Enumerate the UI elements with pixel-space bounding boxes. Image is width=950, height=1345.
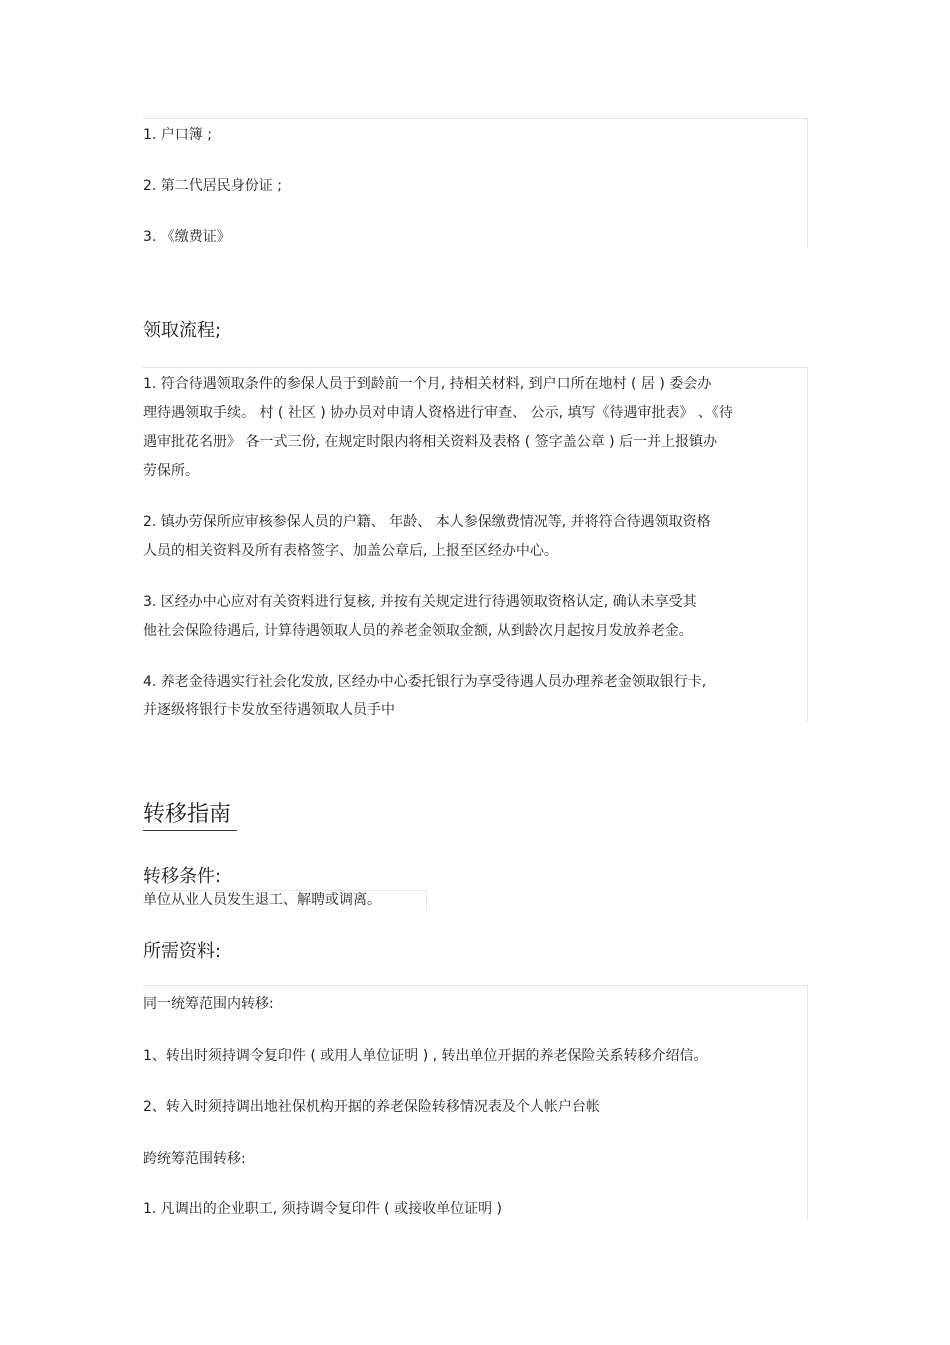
docs-line-5: 1. 凡调出的企业职工, 须持调令复印件 ( 或接收单位证明 ) — [143, 1201, 502, 1217]
docs-line-2: 1、转出时须持调令复印件 ( 或用人单位证明 ) , 转出单位开据的养老保险关系转移介绍信。 — [143, 1048, 708, 1064]
process-line-8: 他社会保险待遇后, 计算待遇领取人员的养老金领取金额, 从到龄次月起按月发放养老金。 — [143, 623, 693, 639]
process-line-3: 遇审批花名册》 各一式三份, 在规定时限内将相关资料及表格 ( 签字盖公章 ) 后一并上报镇办 — [143, 434, 718, 450]
process-heading: 领取流程; — [143, 320, 222, 341]
transfer-condition-text: 单位从业人员发生退工、解聘或调离。 — [143, 892, 381, 908]
materials-item-2: 2. 第二代居民身份证 ; — [143, 178, 282, 194]
docs-line-3: 2、转入时须持调出地社保机构开据的养老保险转移情况表及个人帐户台帐 — [143, 1099, 600, 1115]
transfer-condition-heading: 转移条件: — [143, 866, 222, 887]
materials-item-3: 3. 《缴费证》 — [143, 229, 231, 245]
docs-line-1: 同一统筹范围内转移: — [143, 996, 274, 1012]
docs-box — [143, 985, 808, 1219]
docs-line-4: 跨统筹范围转移: — [143, 1151, 246, 1167]
transfer-guide-title-text: 转移指南 — [143, 802, 232, 827]
materials-box — [143, 118, 808, 248]
process-line-6: 人员的相关资料及所有表格签字、加盖公章后, 上报至区经办中心。 — [143, 543, 558, 559]
required-docs-heading: 所需资料: — [143, 941, 222, 962]
process-box — [143, 367, 808, 721]
process-line-4: 劳保所。 — [143, 463, 199, 479]
title-underline — [143, 830, 237, 831]
process-line-10: 并逐级将银行卡发放至待遇领取人员手中 — [143, 702, 395, 718]
process-line-5: 2. 镇办劳保所应审核参保人员的户籍、 年龄、 本人参保缴费情况等, 并将符合待遇领取资格 — [143, 514, 711, 530]
transfer-condition-box — [143, 890, 427, 911]
process-line-7: 3. 区经办中心应对有关资料进行复核, 并按有关规定进行待遇领取资格认定, 确认未享受其 — [143, 594, 697, 610]
transfer-guide-title — [143, 801, 231, 829]
process-line-1: 1. 符合待遇领取条件的参保人员于到龄前一个月, 持相关材料, 到户口所在地村 ( 居 ) 委会办 — [143, 376, 712, 392]
process-line-2: 理待遇领取手续。 村 ( 社区 ) 协办员对申请人资格进行审查、 公示, 填写《待遇审批表》 、《待 — [143, 405, 733, 421]
process-line-9: 4. 养老金待遇实行社会化发放, 区经办中心委托银行为享受待遇人员办理养老金领取银行卡, — [143, 674, 707, 690]
materials-item-1: 1. 户口簿 ; — [143, 127, 212, 143]
